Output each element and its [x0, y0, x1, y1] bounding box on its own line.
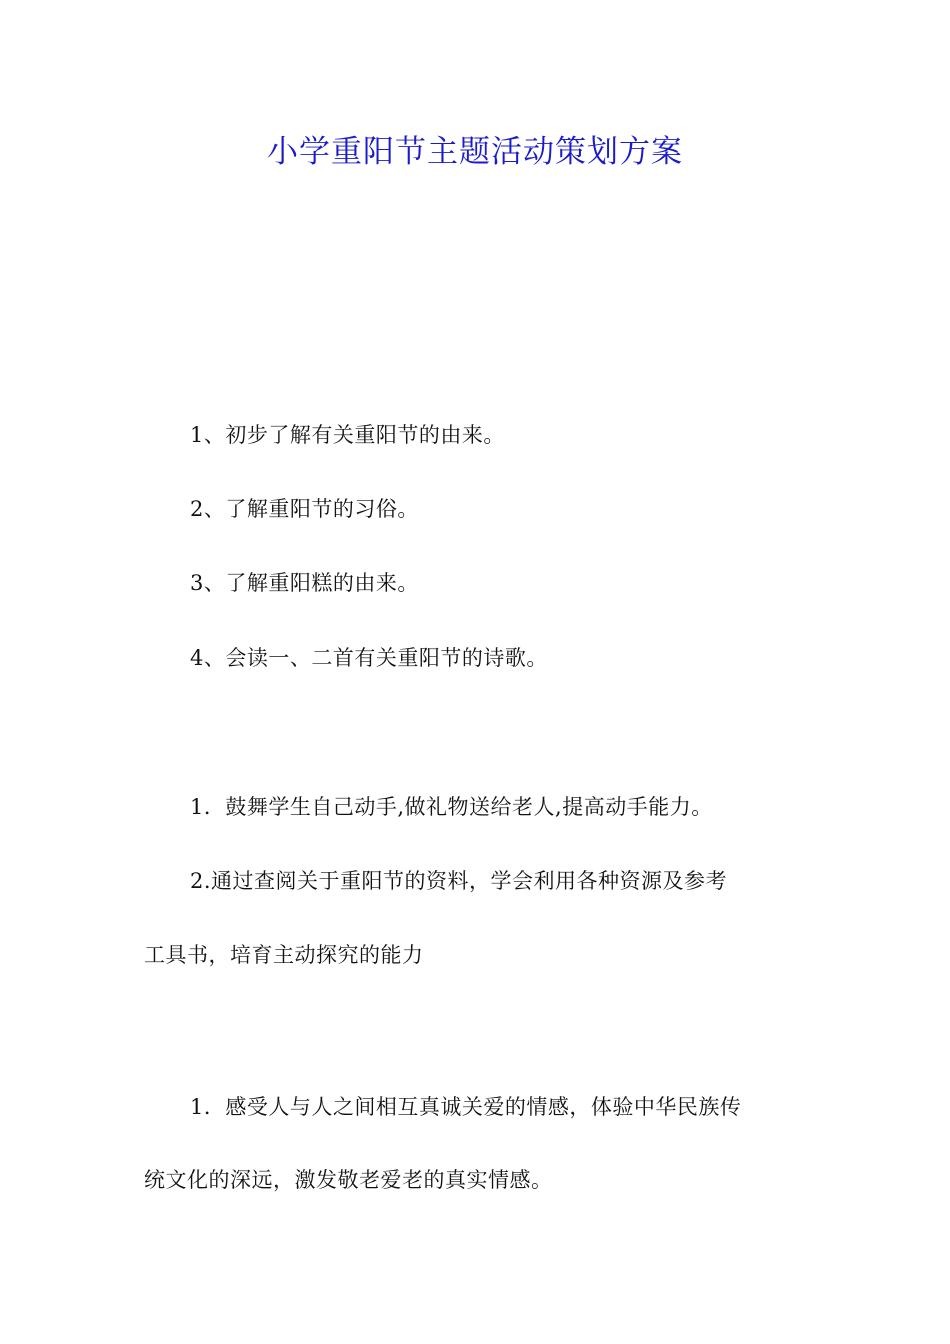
- emotion-item-1-line-1: 1．感受人与人之间相互真诚关爱的情感，体验中华民族传: [190, 1095, 742, 1119]
- document-title: 小学重阳节主题活动策划方案: [267, 134, 683, 170]
- emotion-item-1-line-2: 统文化的深远，激发敬老爱老的真实情感。: [144, 1168, 553, 1192]
- goal-item-3: 3、了解重阳糕的由来。: [190, 571, 419, 595]
- goal-item-2: 2、了解重阳节的习俗。: [190, 497, 419, 521]
- ability-item-2-line-1: 2.通过查阅关于重阳节的资料，学会利用各种资源及参考: [190, 869, 728, 893]
- ability-item-2-line-2: 工具书，培育主动探究的能力: [144, 943, 424, 967]
- goal-item-4: 4、会读一、二首有关重阳节的诗歌。: [190, 646, 548, 670]
- ability-item-1: 1．鼓舞学生自己动手,做礼物送给老人,提高动手能力。: [190, 795, 713, 819]
- goal-item-1: 1、初步了解有关重阳节的由来。: [190, 423, 505, 447]
